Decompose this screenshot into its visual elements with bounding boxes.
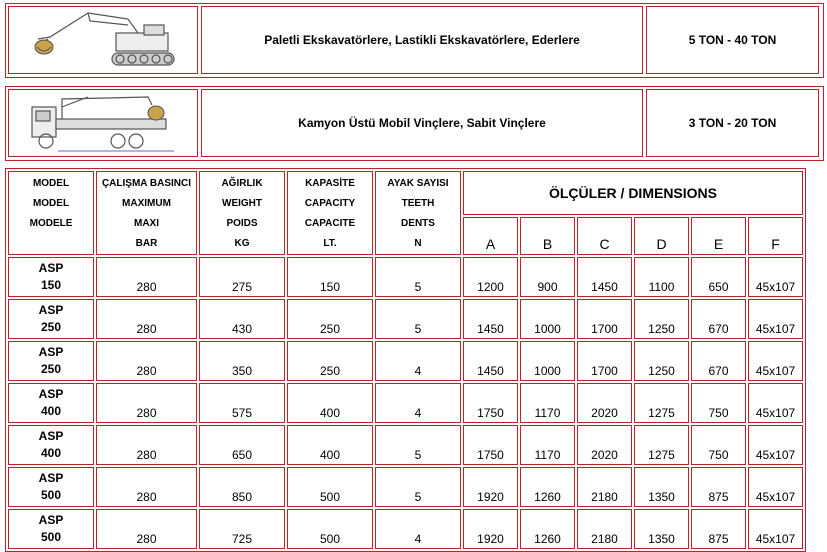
dimension-e-cell: 875 xyxy=(691,509,746,549)
pressure-cell: 280 xyxy=(96,299,197,339)
teeth-cell: 5 xyxy=(375,299,461,339)
model-series: ASP xyxy=(38,471,64,485)
dimension-letter-d: D xyxy=(634,217,689,255)
table-row xyxy=(8,383,803,423)
capacity-cell: 250 xyxy=(287,341,373,381)
table-row xyxy=(8,425,803,465)
pressure-cell: 280 xyxy=(96,383,197,423)
model-series: ASP xyxy=(38,303,64,317)
capacity-cell: 150 xyxy=(287,257,373,297)
model-cell xyxy=(8,509,94,549)
dimension-b-cell: 900 xyxy=(520,257,575,297)
header-capacity xyxy=(287,171,373,255)
dimension-f-cell: 45x107 xyxy=(748,299,803,339)
dimension-f-cell: 45x107 xyxy=(748,425,803,465)
model-number: 500 xyxy=(40,530,62,544)
dimension-d-cell: 1275 xyxy=(634,425,689,465)
application-description-2: Kamyon Üstü Mobil Vinçlere, Sabit Vinçlere xyxy=(201,89,643,157)
dimension-f-cell: 45x107 xyxy=(748,467,803,507)
header-text: CAPACITE xyxy=(304,218,356,229)
teeth-cell: 5 xyxy=(375,425,461,465)
pressure-cell: 280 xyxy=(96,425,197,465)
pressure-cell: 280 xyxy=(96,341,197,381)
capacity-cell: 500 xyxy=(287,467,373,507)
weight-cell: 850 xyxy=(199,467,285,507)
header-text: MODELE xyxy=(29,218,73,229)
model-number: 250 xyxy=(40,320,62,334)
dimension-d-cell: 1250 xyxy=(634,299,689,339)
table-row xyxy=(8,509,803,549)
header-text: DENTS xyxy=(401,218,435,229)
model-series: ASP xyxy=(38,429,64,443)
model-number: 500 xyxy=(40,488,62,502)
excavator-icon xyxy=(28,9,178,71)
model-series: ASP xyxy=(38,387,64,401)
model-cell xyxy=(8,257,94,297)
dimension-e-cell: 875 xyxy=(691,467,746,507)
spec-table xyxy=(5,168,806,552)
model-number: 400 xyxy=(40,404,62,418)
header-text: WEIGHT xyxy=(222,198,262,209)
pressure-cell: 280 xyxy=(96,467,197,507)
dimension-f-cell: 45x107 xyxy=(748,509,803,549)
dimension-b-cell: 1000 xyxy=(520,299,575,339)
dimension-f-cell: 45x107 xyxy=(748,341,803,381)
header-text: KAPASİTE xyxy=(305,178,355,189)
header-weight xyxy=(199,171,285,255)
dimension-e-cell: 650 xyxy=(691,257,746,297)
header-text: N xyxy=(414,238,422,249)
dimension-b-cell: 1170 xyxy=(520,383,575,423)
table-row xyxy=(8,467,803,507)
header-text: ÇALIŞMA BASINCI xyxy=(101,178,192,189)
dimension-a-cell: 1750 xyxy=(463,383,518,423)
dimension-d-cell: 1100 xyxy=(634,257,689,297)
header-text: MODEL xyxy=(32,178,70,189)
header-pressure xyxy=(96,171,197,255)
dimension-b-cell: 1000 xyxy=(520,341,575,381)
dimension-e-cell: 670 xyxy=(691,299,746,339)
dimension-a-cell: 1450 xyxy=(463,341,518,381)
model-series: ASP xyxy=(38,261,64,275)
dimension-c-cell: 1450 xyxy=(577,257,632,297)
table-row xyxy=(8,341,803,381)
pressure-cell: 280 xyxy=(96,257,197,297)
model-cell xyxy=(8,425,94,465)
model-cell xyxy=(8,299,94,339)
dimension-a-cell: 1750 xyxy=(463,425,518,465)
header-model xyxy=(8,171,94,255)
header-text: MAXI xyxy=(134,218,159,229)
table-row xyxy=(8,299,803,339)
header-text: KG xyxy=(234,238,250,249)
capacity-cell: 500 xyxy=(287,509,373,549)
dimension-letter-f: F xyxy=(748,217,803,255)
capacity-cell: 250 xyxy=(287,299,373,339)
model-cell xyxy=(8,383,94,423)
model-number: 250 xyxy=(40,362,62,376)
dimension-d-cell: 1250 xyxy=(634,341,689,381)
header-text: MAXIMUM xyxy=(122,198,171,209)
weight-cell: 575 xyxy=(199,383,285,423)
dimension-c-cell: 2180 xyxy=(577,467,632,507)
capacity-cell: 400 xyxy=(287,425,373,465)
dimension-letter-c: C xyxy=(577,217,632,255)
header-text: LT. xyxy=(323,238,337,249)
dimension-c-cell: 2020 xyxy=(577,383,632,423)
capacity-cell: 400 xyxy=(287,383,373,423)
teeth-cell: 4 xyxy=(375,509,461,549)
dimension-letter-e: E xyxy=(691,217,746,255)
dimension-f-cell: 45x107 xyxy=(748,257,803,297)
header-text: BAR xyxy=(135,238,158,249)
dimensions-title: ÖLÇÜLER / DIMENSIONS xyxy=(463,171,803,215)
teeth-cell: 5 xyxy=(375,257,461,297)
header-text: CAPACITY xyxy=(304,198,356,209)
pressure-cell: 280 xyxy=(96,509,197,549)
table-row xyxy=(8,257,803,297)
dimension-c-cell: 1700 xyxy=(577,341,632,381)
application-description-1: Paletli Ekskavatörlere, Lastikli Ekskavatörlere, Ederlere xyxy=(201,6,643,74)
header-text: POIDS xyxy=(226,218,258,229)
excavator-image-cell xyxy=(8,6,198,74)
weight-cell: 725 xyxy=(199,509,285,549)
dimension-d-cell: 1350 xyxy=(634,467,689,507)
dimension-e-cell: 670 xyxy=(691,341,746,381)
dimension-a-cell: 1450 xyxy=(463,299,518,339)
dimension-b-cell: 1260 xyxy=(520,467,575,507)
weight-cell: 350 xyxy=(199,341,285,381)
model-cell xyxy=(8,467,94,507)
dimension-e-cell: 750 xyxy=(691,425,746,465)
dimension-d-cell: 1350 xyxy=(634,509,689,549)
dimension-e-cell: 750 xyxy=(691,383,746,423)
dimension-letter-a: A xyxy=(463,217,518,255)
dimension-f-cell: 45x107 xyxy=(748,383,803,423)
dimension-d-cell: 1275 xyxy=(634,383,689,423)
tonnage-range-2: 3 TON - 20 TON xyxy=(646,89,819,157)
header-teeth xyxy=(375,171,461,255)
teeth-cell: 5 xyxy=(375,467,461,507)
dimension-a-cell: 1920 xyxy=(463,509,518,549)
dimension-b-cell: 1170 xyxy=(520,425,575,465)
model-number: 400 xyxy=(40,446,62,460)
header-text: AYAK SAYISI xyxy=(387,178,449,189)
dimension-letter-b: B xyxy=(520,217,575,255)
header-text: MODEL xyxy=(32,198,70,209)
dimension-a-cell: 1920 xyxy=(463,467,518,507)
dimension-a-cell: 1200 xyxy=(463,257,518,297)
teeth-cell: 4 xyxy=(375,383,461,423)
dimension-c-cell: 1700 xyxy=(577,299,632,339)
model-series: ASP xyxy=(38,513,64,527)
dimension-c-cell: 2180 xyxy=(577,509,632,549)
tonnage-range-1: 5 TON - 40 TON xyxy=(646,6,819,74)
model-series: ASP xyxy=(38,345,64,359)
dimension-b-cell: 1260 xyxy=(520,509,575,549)
truck-crane-icon xyxy=(28,91,178,155)
weight-cell: 275 xyxy=(199,257,285,297)
header-text: AĞIRLIK xyxy=(221,178,263,189)
model-cell xyxy=(8,341,94,381)
weight-cell: 430 xyxy=(199,299,285,339)
header-text: TEETH xyxy=(401,198,435,209)
dimension-c-cell: 2020 xyxy=(577,425,632,465)
truck-image-cell xyxy=(8,89,198,157)
weight-cell: 650 xyxy=(199,425,285,465)
teeth-cell: 4 xyxy=(375,341,461,381)
model-number: 150 xyxy=(40,278,62,292)
